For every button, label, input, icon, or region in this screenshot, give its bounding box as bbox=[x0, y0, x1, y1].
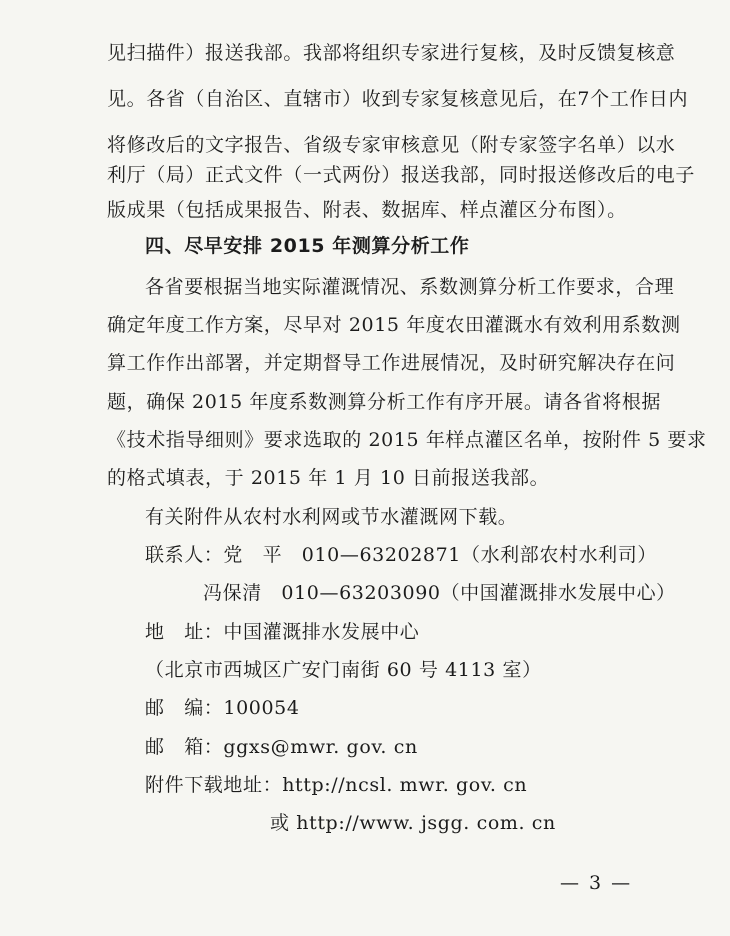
download-or-label: 或 bbox=[270, 812, 290, 834]
plan-paragraph-line: 各省要根据当地实际灌溉情况、系数测算分析工作要求，合理 bbox=[145, 276, 675, 298]
address-row bbox=[145, 620, 419, 644]
review-paragraph-line: 将修改后的文字报告、省级专家审核意见（附专家签字名单）以水 bbox=[107, 134, 676, 156]
review-paragraph-line: 见扫描件）报送我部。我部将组织专家进行复核，及时反馈复核意 bbox=[107, 42, 676, 64]
address-detail: （北京市西城区广安门南街 60 号 4113 室） bbox=[145, 659, 542, 681]
email-value: ggxs@mwr. gov. cn bbox=[223, 736, 418, 758]
plan-paragraph-line: 题，确保 2015 年度系数测算分析工作有序开展。请各省将根据 bbox=[107, 391, 662, 413]
review-paragraph-line: 见。各省（自治区、直辖市）收到专家复核意见后，在7个工作日内 bbox=[107, 88, 689, 110]
plan-paragraph-line: 确定年度工作方案，尽早对 2015 年度农田灌溉水有效利用系数测 bbox=[107, 314, 681, 336]
download-row-alt bbox=[270, 811, 556, 835]
download-row bbox=[145, 773, 527, 797]
contact-row-1 bbox=[145, 543, 657, 567]
postcode-value: 100054 bbox=[223, 697, 300, 719]
attachment-note: 有关附件从农村水利网或节水灌溉网下载。 bbox=[145, 506, 518, 528]
download-label: 附件下载地址： bbox=[145, 774, 283, 796]
review-paragraph-line: 利厅（局）正式文件（一式两份）报送我部，同时报送修改后的电子 bbox=[107, 164, 696, 186]
plan-paragraph-line: 的格式填表，于 2015 年 1 月 10 日前报送我部。 bbox=[107, 467, 550, 489]
page-number: — 3 — bbox=[560, 872, 633, 894]
postcode-label: 邮 编： bbox=[145, 697, 224, 719]
email-label: 邮 箱： bbox=[145, 736, 224, 758]
email-row bbox=[145, 735, 418, 759]
postcode-row bbox=[145, 696, 300, 720]
plan-paragraph-line: 算工作作出部署，并定期督导工作进展情况，及时研究解决存在问 bbox=[107, 352, 676, 374]
section-heading: 四、尽早安排 2015 年测算分析工作 bbox=[145, 235, 470, 257]
download-url-1: http://ncsl. mwr. gov. cn bbox=[282, 774, 528, 796]
address-value: 中国灌溉排水发展中心 bbox=[223, 621, 420, 643]
download-url-2: http://www. jsgg. com. cn bbox=[296, 812, 556, 834]
address-label: 地 址： bbox=[145, 621, 224, 643]
plan-paragraph-line: 《技术指导细则》要求选取的 2015 年样点灌区名单，按附件 5 要求 bbox=[107, 429, 707, 451]
contact-label: 联系人： bbox=[145, 544, 224, 566]
review-paragraph-line: 版成果（包括成果报告、附表、数据库、样点灌区分布图）。 bbox=[107, 199, 627, 221]
contact-second: 冯保清 010—63203090（中国灌溉排水发展中心） bbox=[203, 582, 676, 604]
contact-first: 党 平 010—63202871（水利部农村水利司） bbox=[223, 544, 657, 566]
